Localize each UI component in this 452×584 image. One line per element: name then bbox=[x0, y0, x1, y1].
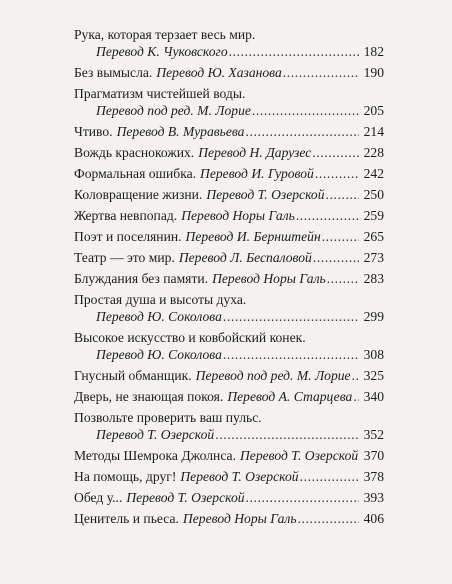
toc-entry bbox=[74, 165, 384, 182]
dot-leader bbox=[322, 228, 359, 245]
toc-entry-line bbox=[74, 144, 384, 161]
toc-entry-title: Театр — это мир. bbox=[74, 250, 175, 265]
toc-entry-title: Вождь краснокожих. bbox=[74, 145, 195, 160]
toc-entry bbox=[74, 329, 384, 363]
toc-entry-title: Гнусный обманщик. bbox=[74, 368, 192, 383]
toc-entry-translator: Перевод Ю. Соколова bbox=[96, 347, 222, 362]
toc-entry-translator: Перевод Т. Озерской bbox=[180, 469, 299, 484]
toc-entry-title: Методы Шемрока Джолнса. bbox=[74, 448, 236, 463]
toc-entry-translator: Перевод Т. Озерской bbox=[206, 187, 325, 202]
toc-entry bbox=[74, 186, 384, 203]
dot-leader bbox=[229, 43, 359, 60]
dot-leader bbox=[223, 346, 359, 363]
toc-entry-translator: Перевод Л. Беспаловой bbox=[178, 250, 312, 265]
toc-entry-translator-line bbox=[74, 346, 384, 363]
dot-leader bbox=[215, 426, 359, 443]
toc-entry-page: 393 bbox=[363, 490, 384, 505]
toc-entry bbox=[74, 26, 384, 60]
toc-entry-translator: Перевод К. Чуковского bbox=[96, 44, 228, 59]
toc-entry bbox=[74, 409, 384, 443]
toc-entry-translator: Перевод Т. Озерской bbox=[126, 490, 245, 505]
toc-entry-page: 378 bbox=[363, 469, 384, 484]
toc-entry-title-line bbox=[74, 85, 384, 102]
toc-entry bbox=[74, 291, 384, 325]
dot-leader bbox=[313, 249, 359, 266]
dot-leader bbox=[245, 123, 359, 140]
toc-entry-page: 308 bbox=[363, 347, 384, 362]
toc-entry-title-line bbox=[74, 329, 384, 346]
toc-entry-page: 259 bbox=[363, 208, 384, 223]
dot-leader bbox=[326, 186, 359, 203]
toc-entry-title: Рука, которая терзает весь мир. bbox=[74, 27, 256, 42]
toc-entry-title-line bbox=[74, 26, 384, 43]
toc-entry-title: Жертва невпопад. bbox=[74, 208, 178, 223]
toc-entry bbox=[74, 468, 384, 485]
toc-entry-translator: Перевод В. Муравьева bbox=[116, 124, 245, 139]
toc-entry-page: 406 bbox=[363, 511, 384, 526]
toc-entry-line bbox=[74, 468, 384, 485]
dot-leader bbox=[352, 367, 359, 384]
toc-entry-page: 182 bbox=[363, 44, 384, 59]
dot-leader bbox=[246, 489, 359, 506]
toc-entry-translator: Перевод Норы Галь bbox=[182, 511, 297, 526]
toc-entry-page: 265 bbox=[363, 229, 384, 244]
toc-entry-title: Позвольте проверить ваш пульс. bbox=[74, 410, 262, 425]
toc-entry-line bbox=[74, 510, 384, 527]
toc-entry-translator-line bbox=[74, 43, 384, 60]
toc-entry-title: Поэт и поселянин. bbox=[74, 229, 182, 244]
toc-entry-translator: Перевод И. Гуровой bbox=[200, 166, 314, 181]
toc-entry bbox=[74, 85, 384, 119]
toc-entry-title: Прагматизм чистейшей воды. bbox=[74, 86, 246, 101]
toc-entry-line bbox=[74, 270, 384, 287]
toc-entry-translator: Перевод И. Бернштейн bbox=[185, 229, 321, 244]
toc-entry-page: 370 bbox=[363, 448, 385, 463]
toc-entry-translator: Перевод Т. Озерской bbox=[239, 448, 359, 463]
toc-entry bbox=[74, 367, 384, 384]
dot-leader bbox=[327, 270, 359, 287]
toc-entry-line bbox=[74, 165, 384, 182]
toc-entry-translator-line bbox=[74, 308, 384, 325]
dot-leader bbox=[315, 165, 359, 182]
toc-entry-translator: Перевод Н. Дарузес bbox=[198, 145, 312, 160]
toc-entry-page: 242 bbox=[363, 166, 384, 181]
toc-entry bbox=[74, 123, 384, 140]
toc-entry-translator: Перевод Норы Галь bbox=[212, 271, 326, 286]
dot-leader bbox=[252, 102, 359, 119]
toc-entry bbox=[74, 510, 384, 527]
dot-leader bbox=[300, 468, 359, 485]
toc-entry-title: Формальная ошибка. bbox=[74, 166, 197, 181]
toc-entry-title: Ценитель и пьеса. bbox=[74, 511, 179, 526]
toc-entry-page: 340 bbox=[363, 389, 384, 404]
toc-entry-translator: Перевод Ю. Хазанова bbox=[156, 65, 282, 80]
dot-leader bbox=[283, 64, 359, 81]
toc-entry bbox=[74, 270, 384, 287]
toc-entry-translator-line bbox=[74, 102, 384, 119]
toc-entry-title: Высокое искусство и ковбойский конек. bbox=[74, 330, 306, 345]
toc-entry-line bbox=[74, 207, 384, 224]
toc-entry bbox=[74, 249, 384, 266]
toc-entry-translator-line bbox=[74, 426, 384, 443]
toc-entry bbox=[74, 144, 384, 161]
toc-entry-line bbox=[74, 186, 384, 203]
toc-entry-title: На помощь, друг! bbox=[74, 469, 177, 484]
toc-entry-translator: Перевод А. Старцева bbox=[227, 389, 353, 404]
toc-entry-translator: Перевод под ред. М. Лорие bbox=[195, 368, 351, 383]
toc-entry-title: Дверь, не знающая покоя. bbox=[74, 389, 224, 404]
toc-entry-page: 283 bbox=[363, 271, 384, 286]
toc-entry-page: 205 bbox=[363, 103, 384, 118]
toc-entry-translator: Перевод под ред. М. Лорие bbox=[96, 103, 251, 118]
toc-entry-title: Чтиво. bbox=[74, 124, 113, 139]
toc-entry-title: Обед у... bbox=[74, 490, 123, 505]
dot-leader bbox=[298, 510, 359, 527]
toc-entry-page: 273 bbox=[363, 250, 384, 265]
toc-entry-title-line bbox=[74, 409, 384, 426]
toc-entry-page: 325 bbox=[363, 368, 384, 383]
toc-entry-page: 352 bbox=[363, 427, 384, 442]
dot-leader bbox=[353, 388, 359, 405]
toc-entry-title: Без вымысла. bbox=[74, 65, 153, 80]
toc-entry-page: 250 bbox=[363, 187, 384, 202]
toc-entry-title: Коловращение жизни. bbox=[74, 187, 203, 202]
toc-entry-line bbox=[74, 367, 384, 384]
toc-entry bbox=[74, 228, 384, 245]
toc-entry-line bbox=[74, 489, 384, 506]
toc-entry-page: 214 bbox=[363, 124, 384, 139]
toc-entry-title-line bbox=[74, 291, 384, 308]
toc-entry-translator: Перевод Т. Озерской bbox=[96, 427, 215, 442]
dot-leader bbox=[223, 308, 359, 325]
toc-entry-page: 190 bbox=[363, 65, 384, 80]
toc-entry-line bbox=[74, 123, 384, 140]
toc-entry-line bbox=[74, 249, 384, 266]
toc-entry-page: 228 bbox=[363, 145, 384, 160]
toc-entry bbox=[74, 489, 384, 506]
toc-entry-line bbox=[74, 64, 384, 81]
toc-entry-title: Простая душа и высоты духа. bbox=[74, 292, 247, 307]
toc-entry bbox=[74, 64, 384, 81]
dot-leader bbox=[296, 207, 359, 224]
toc-entry-translator: Перевод Ю. Соколова bbox=[96, 309, 222, 324]
toc-entry bbox=[74, 207, 384, 224]
toc-entry-translator: Перевод Норы Галь bbox=[181, 208, 295, 223]
toc-entry-title: Блуждания без памяти. bbox=[74, 271, 209, 286]
toc-entry-page: 299 bbox=[363, 309, 384, 324]
table-of-contents bbox=[74, 26, 384, 531]
toc-entry bbox=[74, 388, 384, 405]
toc-entry-line bbox=[74, 388, 384, 405]
toc-entry-line bbox=[74, 447, 384, 464]
dot-leader bbox=[312, 144, 359, 161]
toc-entry-line bbox=[74, 228, 384, 245]
toc-entry bbox=[74, 447, 384, 464]
